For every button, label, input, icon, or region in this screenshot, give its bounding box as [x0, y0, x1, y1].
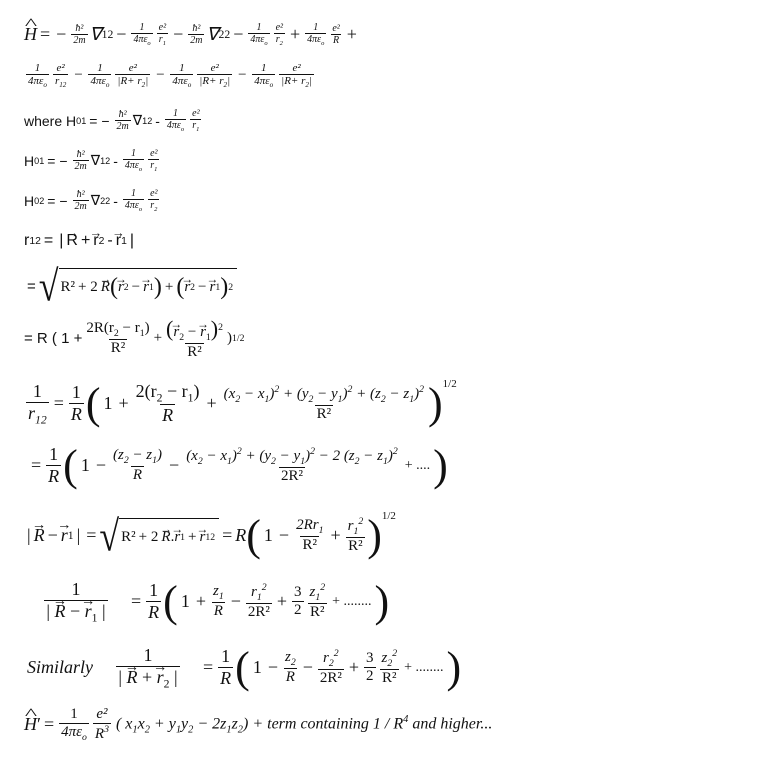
- line-13-similarly: Similarly $\frac{1}{| \to R + \to r_2 |}$ = $\frac{1}{R}$ ( 1 − $\frac{z_2}{R}$ − $\frac{r_2^2}{\text{2R²}}$ + $\frac{3}{2}$ $z_2^2$ R² + ........ ): [24, 642, 461, 693]
- line-9-inverse-r12: $\frac{1}{r_{12}}$ = $\frac{1}{R}$ ( 1 + $\frac{2(r_2 - r_1)}{R}$ + $\frac{(x_2 - x_1)^2 + (y_2 - y_1)^2 + (z_2 - z_1)^2}{\text{R²}}$ ) $^{1/2}$: [28, 378, 457, 428]
- hbar-over-2m: $\frac{\text{ħ²}}{2m}$: [73, 23, 86, 46]
- line-1-hamiltonian: ^ H = − $\frac{\text{ħ²}}{2m}$ ∇ 1 2 − 1 $4\pi\varepsilon_o$ e² $r_1$ − $\frac{\text{ħ²}}{2m}$ ∇ 2 2 − 1 $4\pi\varepsilon_o$ e² $r_2$ + 1 $4\pi\varepsilon_o$ e² R +: [24, 22, 360, 47]
- line-7-sqrt: = √ R² + 2 → R ( → r 2 − → r 1 ) + ( → r 2 − → r 1 ) 2: [24, 268, 237, 304]
- line-14-perturbation: ^ H ′ = 1 $4\pi\varepsilon_o$ e² $R^3$ ( $x_1x_2 + y_1y_2 - 2z_1z_2$) + term containing $1 / R^4$ and higher...: [24, 706, 495, 743]
- line-2-interaction-terms: 1 $4\pi\varepsilon_o$ e² $r_{12}$ − 1 $4\pi\varepsilon_o$ e² $|R+ r_2|$ − 1 $4\pi\varepsilon_o$ e² $|R+ r_2|$ − 1 $4\pi\varepsilon_o$ e² $|R+ r_2|$: [28, 62, 312, 90]
- line-3-where-H10: where H 0 1 = − $\frac{\text{ħ²}}{2m}$ ∇ 1 2 - 1 $4\pi\varepsilon_o$ e² $r_1$: [24, 108, 200, 133]
- line-6-r12: r 12 = | → R + → r 2 - → r 1 |: [24, 232, 137, 250]
- H-hat: ^ H: [24, 24, 37, 45]
- sqrt-expression: √ R² + 2 → R ( → r 2 − → r 1 ) + ( → r 2 − → r 1 ) 2: [39, 268, 237, 304]
- line-8-expansion: = R ( 1 + $\frac{2R(r_2 - r_1)}{\text{R²}}$ + $\frac{(\to r_2 - \to r_1)^2}{\text{R²}}$ ) 1/2: [24, 316, 244, 361]
- line-10-series: = $\frac{1}{R}$ ( 1 − $\frac{(z_2 - z_1)}{R}$ − $\frac{(x_2 - x_1)^2 + (y_2 - y_1)^2 - 2 (z_2 - z_1)^2}{\text{2R²}}$ + .... ): [31, 441, 448, 490]
- line-5-H20: H 0 2 = − $\frac{\text{ħ²}}{2m}$ ∇ 2 2 - 1 $4\pi\varepsilon_o$ e² $r_2$: [24, 188, 158, 213]
- line-12-inverse: $\frac{1}{| \to R - \to r_1 |}$ = $\frac{1}{R}$ ( 1 + $\frac{z_1}{R}$ − $\frac{r_1^2}{\text{2R²}}$ + $\frac{3}{2}$ $z_1^2$ R² + ........ ): [24, 576, 389, 627]
- line-11-R-minus-r1: | → R − → r 1 | = √ R² + 2 → R . → r 1 + → r 1 2 = R ( 1 − $\frac{2Rr_1}{\text{R²}}$ + $\frac{r_1^2}{\text{R²}}$ ) $^{1/2}$: [24, 510, 396, 561]
- line-4-H10: H 0 1 = − $\frac{\text{ħ²}}{2m}$ ∇ 1 2 - 1 $4\pi\varepsilon_o$ e² $r_1$: [24, 148, 158, 173]
